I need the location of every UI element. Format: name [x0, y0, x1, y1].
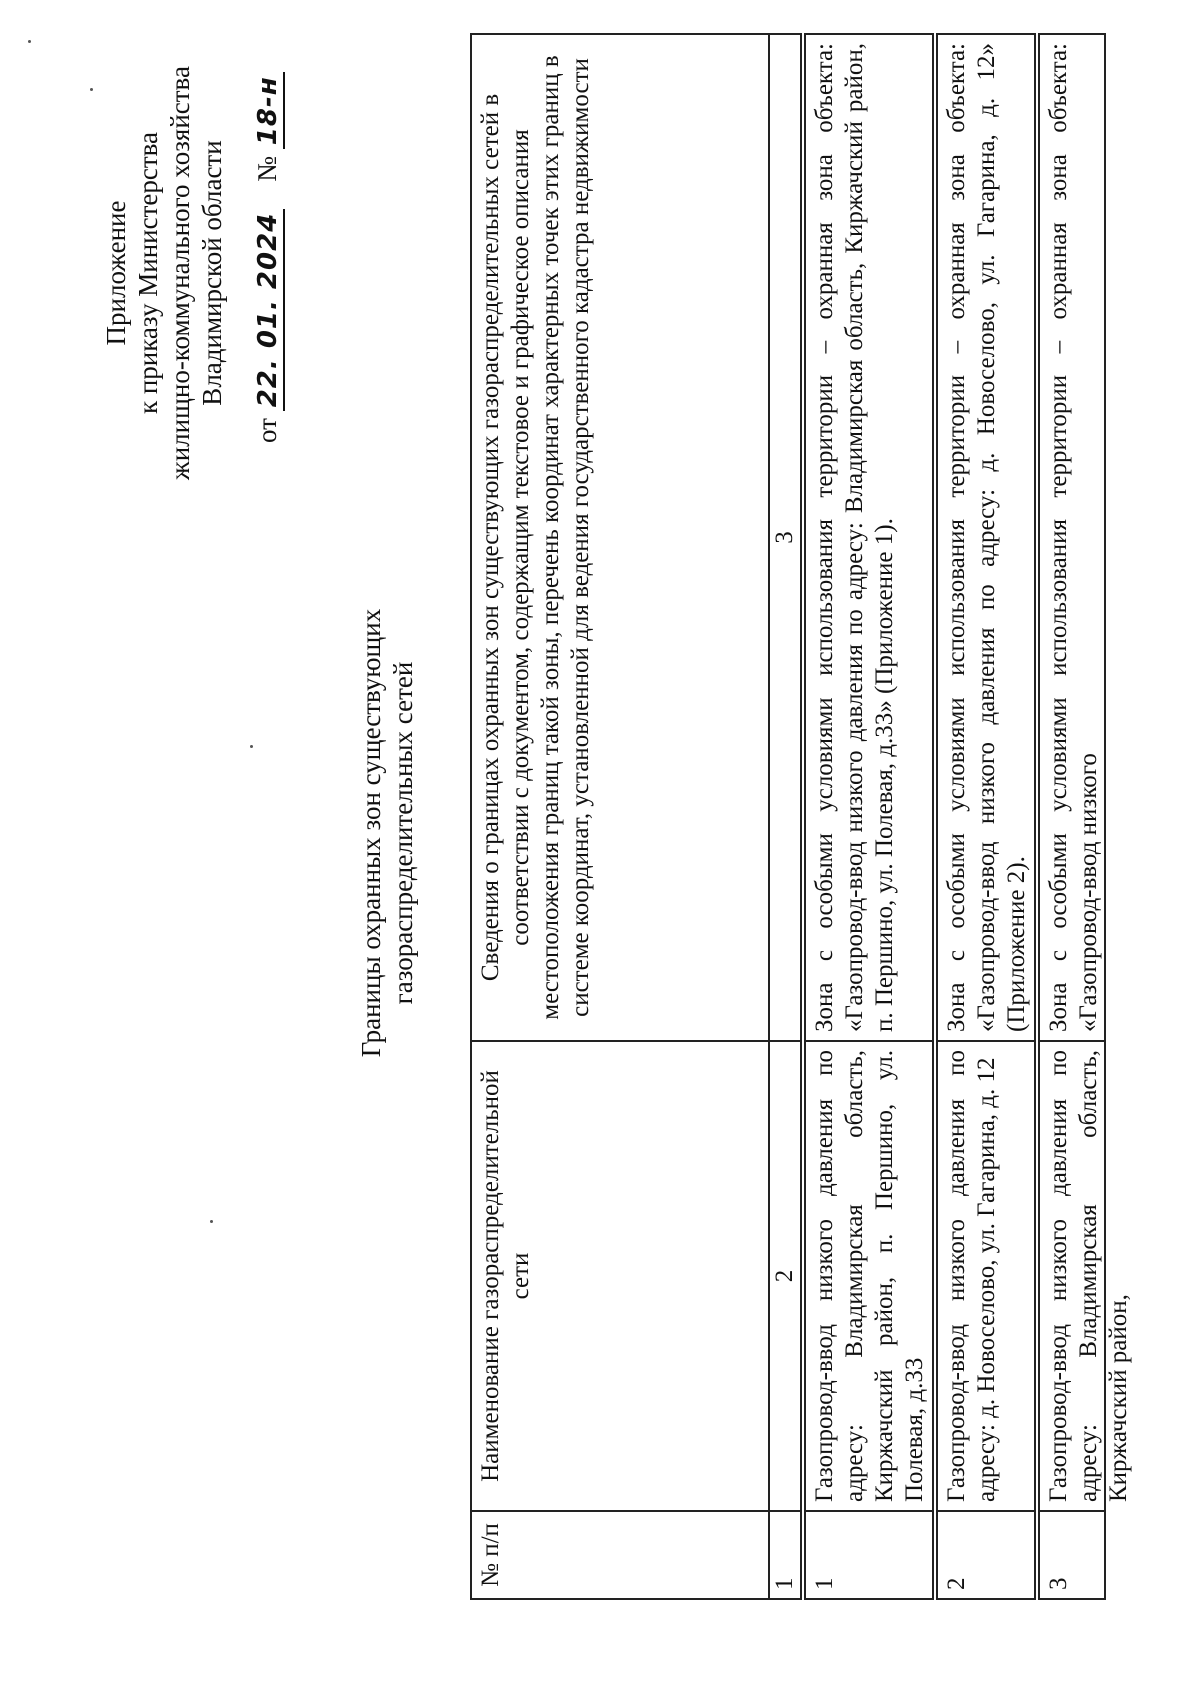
header-zone-info: Сведения о границах охранных зон существующих газораспределительных сетей в соответствии с документом, содержащим текстовое и графическое описания местоположения границ такой зоны, перечень координат характерных точек этих границ в системе координат, установленной для ведения государственного кадастра недвижимости: [471, 34, 769, 1041]
annex-header: [100, 43, 228, 503]
title-line: Границы охранных зон существующих: [356, 608, 386, 1058]
network-name: Газопровод-ввод низкого давления по адресу: Владимирская область, Киржачский район, п. Першино, ул. Полевая, д.33: [803, 1041, 935, 1511]
network-name: Газопровод-ввод низкого давления по адресу: д. Новоселово, ул. Гагарина, д. 12: [935, 1041, 1037, 1511]
date-prefix: от: [252, 418, 282, 443]
network-name: [1037, 1041, 1132, 1511]
column-number-row: [769, 34, 803, 1599]
zone-info: Зона с особыми условиями использования территории – охранная зона объекта: «Газопровод-ввод низкого давления по адресу: Владимирская область, Киржачский район, п. Першино, ул. Полевая, д.33» (Приложение 1).: [803, 34, 935, 1041]
handwritten-number: 18-н: [253, 72, 285, 149]
zone-info: Зона с особыми условиями использования территории – охранная зона объекта: «Газопровод-ввод низкого давления по адресу: д. Новоселово, ул. Гагарина, д. 12» (Приложение 2).: [935, 34, 1037, 1041]
scan-speck: [210, 1220, 213, 1223]
scan-speck: [90, 88, 93, 91]
order-date-number: [252, 72, 285, 443]
scan-speck: [28, 40, 31, 43]
annex-line: к приказу Министерства: [133, 131, 163, 415]
column-number: 3: [769, 34, 803, 1041]
header-number: № п/п: [471, 1511, 769, 1599]
column-number: 1: [769, 1511, 803, 1599]
table-row: [935, 34, 1037, 1599]
annex-line: Приложение: [101, 200, 131, 346]
row-number: 2: [935, 1511, 1037, 1599]
document-title: [355, 303, 419, 1363]
row-number: [1037, 1511, 1105, 1599]
zone-info-text: Зона с особыми условиями использования территории – охранная зона объекта: «Газопровод-ввод низкого: [1045, 43, 1102, 1032]
zone-info: [1037, 34, 1105, 1041]
column-number: 2: [769, 1041, 803, 1511]
network-name-text: Газопровод-ввод низкого давления по адресу: Владимирская область, Киржачский район,: [1045, 1050, 1132, 1502]
table-header-row: [471, 34, 769, 1599]
number-prefix: №: [252, 155, 282, 182]
handwritten-date: 22. 01. 2024: [253, 209, 285, 412]
table-row: [803, 34, 935, 1599]
row-number-text: 3: [1045, 1577, 1072, 1590]
header-network-name: Наименование газораспределительной сети: [471, 1041, 769, 1511]
annex-line: жилищно-коммунального хозяйства: [165, 66, 195, 480]
scan-speck: [250, 745, 253, 748]
table-row: [1037, 34, 1105, 1599]
zones-table: [470, 33, 1132, 1600]
title-line: газораспределительных сетей: [388, 661, 418, 1005]
row-number: 1: [803, 1511, 935, 1599]
annex-line: Владимирской области: [197, 140, 227, 406]
